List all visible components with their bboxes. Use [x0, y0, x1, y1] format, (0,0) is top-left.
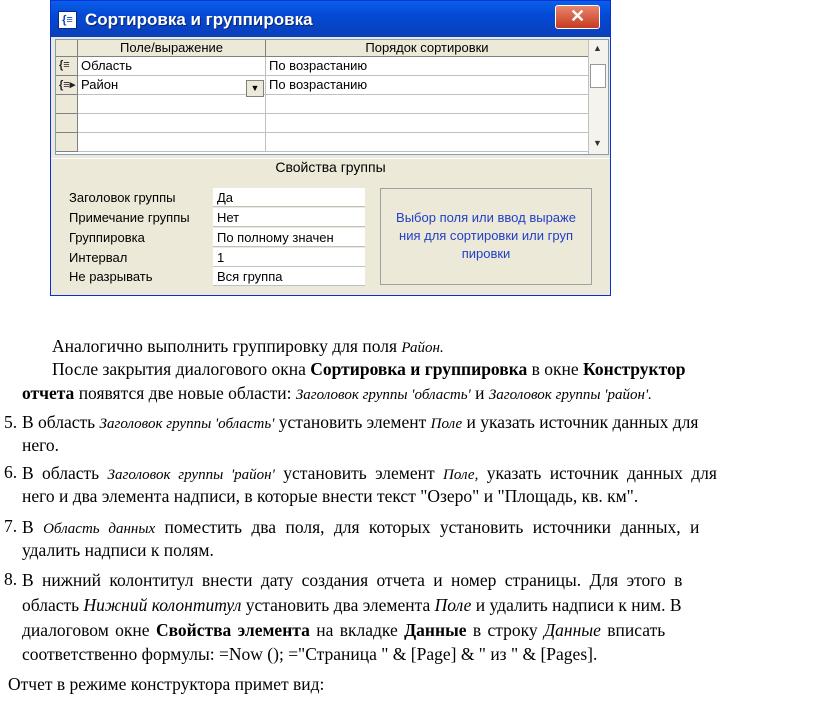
item-8-line-4: соответственно формулы: =Now (); ="Страница " & [Page] & " из " & [Pages].	[22, 644, 598, 664]
sort-grid	[55, 39, 609, 155]
field-cell[interactable]: Область	[78, 57, 266, 76]
item-number: 5.	[4, 412, 18, 432]
scroll-up-icon[interactable]: ▲	[593, 43, 602, 53]
paragraph-1: Аналогично выполнить группировку для поля Район.	[52, 336, 444, 356]
vertical-scrollbar[interactable]	[588, 40, 608, 154]
item-5-line-1: В область Заголовок группы 'область' установить элемент Поле и указать источник данных для	[22, 412, 699, 432]
sort-group-icon: {≡	[58, 11, 77, 29]
group-level-icon: {≡	[59, 59, 70, 71]
scroll-down-icon[interactable]: ▼	[593, 138, 602, 148]
order-cell[interactable]: По возрастанию	[266, 57, 589, 76]
property-label: Не разрывать	[69, 269, 153, 284]
property-value[interactable]: Нет	[213, 208, 365, 227]
item-5-line-2: него.	[22, 435, 59, 455]
current-row-group-icon: {≡▸	[59, 79, 76, 91]
chevron-down-icon[interactable]: ▼	[246, 80, 264, 97]
property-value[interactable]: Вся группа	[213, 267, 365, 286]
order-cell[interactable]	[266, 114, 589, 133]
field-combo[interactable]: Район	[78, 76, 266, 95]
item-8-line-2: область Нижний колонтитул установить два элемента Поле и удалить надписи к ним. В	[22, 595, 682, 615]
property-value[interactable]: По полному значен	[213, 228, 365, 247]
property-value[interactable]: Да	[213, 188, 365, 207]
row-selector[interactable]	[56, 133, 78, 152]
group-properties-title: Свойства группы	[51, 158, 610, 175]
item-7-line-2: удалить надписи к полям.	[22, 540, 214, 560]
item-8-line-3: диалоговом окне Свойства элемента на вкладке Данные в строку Данные вписать	[22, 620, 666, 640]
column-header-field: Поле/выражение	[78, 40, 266, 57]
property-row	[59, 208, 379, 228]
close-button[interactable]: ✕	[555, 5, 600, 29]
scroll-thumb[interactable]	[590, 64, 606, 88]
field-cell[interactable]	[78, 95, 266, 114]
field-cell[interactable]	[78, 133, 266, 152]
item-number: 7.	[4, 516, 18, 536]
property-row	[59, 267, 379, 287]
property-row	[59, 228, 379, 248]
item-6-line-2: него и два элемента надписи, в которые внести текст "Озеро" и "Площадь, кв. км".	[22, 486, 639, 506]
order-cell[interactable]: По возрастанию	[266, 76, 589, 95]
help-hint: Выбор поля или ввод выраже ния для сортировки или груп пировки	[380, 188, 592, 285]
item-number: 6.	[4, 462, 18, 482]
column-header-order: Порядок сортировки	[266, 40, 589, 57]
order-cell[interactable]	[266, 95, 589, 114]
property-label: Заголовок группы	[69, 190, 176, 205]
grid-corner	[56, 40, 78, 57]
item-7-line-1: В Область данных поместить два поля, для которых установить источники данных, и	[22, 517, 700, 537]
item-6-line-1: В область Заголовок группы 'район' установить элемент Поле, указать источник данных для	[22, 463, 717, 483]
row-selector[interactable]	[56, 57, 78, 76]
paragraph-2-cont: отчета появятся две новые области: Заголовок группы 'область' и Заголовок группы 'район'.	[22, 383, 652, 403]
closing-line: Отчет в режиме конструктора примет вид:	[8, 674, 325, 694]
field-cell[interactable]	[78, 114, 266, 133]
item-number: 8.	[4, 569, 18, 589]
property-label: Интервал	[69, 250, 128, 265]
property-label: Примечание группы	[69, 210, 190, 225]
row-selector[interactable]	[56, 95, 78, 114]
sort-group-dialog	[50, 0, 611, 296]
order-cell[interactable]	[266, 133, 589, 152]
property-row	[59, 248, 379, 268]
dialog-title: Сортировка и группировка	[85, 10, 313, 29]
dialog-titlebar	[51, 1, 610, 37]
row-selector[interactable]	[56, 114, 78, 133]
paragraph-2: После закрытия диалогового окна Сортировка и группировка в окне Конструктор	[52, 359, 686, 379]
property-row	[59, 188, 379, 208]
item-8-line-1: В нижний колонтитул внести дату создания отчета и номер страницы. Для этого в	[22, 570, 683, 590]
property-label: Группировка	[69, 230, 145, 245]
property-value[interactable]: 1	[213, 248, 365, 267]
row-selector[interactable]	[56, 76, 78, 95]
